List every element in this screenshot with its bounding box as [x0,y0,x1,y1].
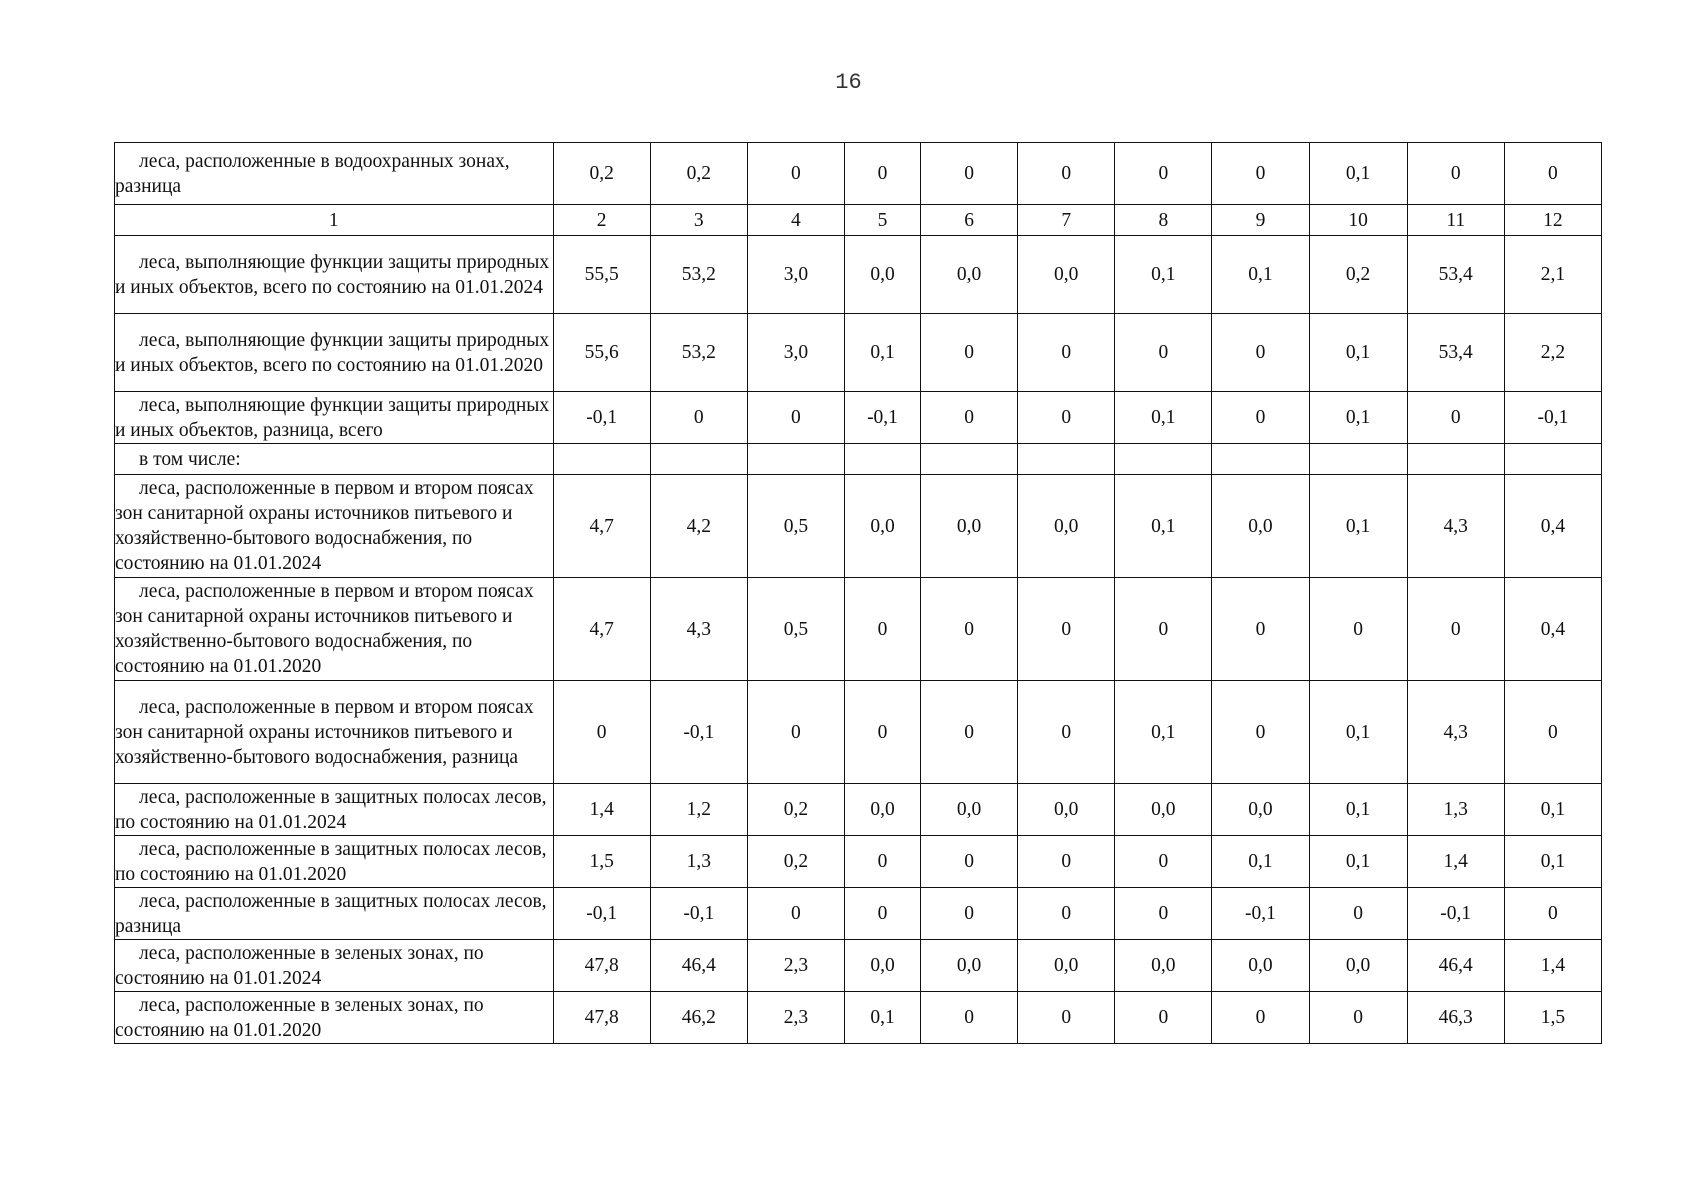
value-cell: 0,0 [921,236,1018,314]
value-cell: 0,1 [1309,392,1407,444]
table-row [115,681,1602,784]
value-cell: 0,0 [1212,475,1309,578]
value-cell [747,444,844,475]
value-cell: 0 [1309,888,1407,940]
value-cell: 0,0 [1018,236,1115,314]
value-cell: 0,1 [1309,143,1407,205]
value-cell: 0 [1504,681,1601,784]
value-cell: 0,0 [1309,940,1407,992]
value-cell: 4,3 [650,578,747,681]
value-cell: 0,0 [844,784,920,836]
value-cell: 47,8 [553,992,650,1044]
value-cell: 2,2 [1504,314,1601,392]
value-cell: -0,1 [650,888,747,940]
value-cell [1115,444,1212,475]
row-label: леса, расположенные в защитных полосах лесов, по состоянию на 01.01.2024 [115,784,554,836]
value-cell: -0,1 [553,888,650,940]
value-cell: 47,8 [553,940,650,992]
value-cell: 46,3 [1407,992,1504,1044]
value-cell: 4,3 [1407,475,1504,578]
value-cell: 1,5 [1504,992,1601,1044]
value-cell: 4,7 [553,475,650,578]
value-cell: 0 [1212,992,1309,1044]
value-cell: 0,1 [1309,784,1407,836]
value-cell [1407,444,1504,475]
value-cell: 0 [553,681,650,784]
value-cell: 0,0 [844,236,920,314]
row-label: леса, выполняющие функции защиты природных и иных объектов, разница, всего [115,392,554,444]
value-cell: 0,1 [1115,392,1212,444]
value-cell: 0,1 [1115,475,1212,578]
value-cell: 0,1 [1309,314,1407,392]
table-row [115,940,1602,992]
row-label: леса, выполняющие функции защиты природных и иных объектов, всего по состоянию на 01.01.2020 [115,314,554,392]
row-label: леса, выполняющие функции защиты природных и иных объектов, всего по состоянию на 01.01.2024 [115,236,554,314]
value-cell: 0,1 [1504,784,1601,836]
value-cell [1018,444,1115,475]
column-number-row [115,205,1602,236]
value-cell: 0 [1115,314,1212,392]
value-cell: 0 [921,578,1018,681]
value-cell: 0 [1212,143,1309,205]
value-cell: 0 [1212,392,1309,444]
value-cell: 0 [844,143,920,205]
value-cell: 0,0 [1115,784,1212,836]
value-cell: 0,0 [844,940,920,992]
value-cell: 53,4 [1407,236,1504,314]
value-cell: 0 [844,578,920,681]
value-cell: 53,2 [650,314,747,392]
value-cell: 0 [1018,143,1115,205]
value-cell [1212,444,1309,475]
value-cell: 0 [1407,392,1504,444]
value-cell: 0 [747,392,844,444]
value-cell: 0 [1018,314,1115,392]
value-cell [1309,444,1407,475]
table-body [115,143,1602,1044]
value-cell: 0 [921,392,1018,444]
value-cell: 4,7 [553,578,650,681]
value-cell: 0 [1212,314,1309,392]
value-cell: 0 [1504,888,1601,940]
value-cell: 4,2 [650,475,747,578]
value-cell: 0 [1115,143,1212,205]
value-cell: 0,0 [1212,784,1309,836]
value-cell: 0,2 [747,836,844,888]
value-cell: 0 [1504,143,1601,205]
value-cell: 0,4 [1504,475,1601,578]
value-cell [844,444,920,475]
row-label: леса, расположенные в первом и втором поясах зон санитарной охраны источников питьевого и хозяйственно-бытового водоснабжения, разница [115,681,554,784]
value-cell: 0 [1309,578,1407,681]
value-cell: 1,4 [553,784,650,836]
value-cell: 0,1 [1309,836,1407,888]
value-cell: 0,1 [844,314,920,392]
column-number-cell: 11 [1407,205,1504,236]
value-cell [921,444,1018,475]
row-label: леса, расположенные в защитных полосах лесов, разница [115,888,554,940]
value-cell: 0,1 [1212,236,1309,314]
row-label: в том числе: [115,444,554,475]
column-number-cell: 3 [650,205,747,236]
column-number-cell: 4 [747,205,844,236]
value-cell: 0,0 [921,940,1018,992]
value-cell: 0 [1115,992,1212,1044]
value-cell: 0,1 [844,992,920,1044]
row-label: леса, расположенные в зеленых зонах, по состоянию на 01.01.2020 [115,992,554,1044]
value-cell: -0,1 [1504,392,1601,444]
value-cell: 0,0 [844,475,920,578]
value-cell: 0 [921,314,1018,392]
value-cell: 46,2 [650,992,747,1044]
value-cell: 3,0 [747,236,844,314]
value-cell: 0 [921,992,1018,1044]
value-cell: 0 [747,681,844,784]
value-cell: 0 [1018,992,1115,1044]
value-cell: 0 [844,888,920,940]
value-cell: 0,2 [553,143,650,205]
value-cell: 0 [747,888,844,940]
value-cell: 1,5 [553,836,650,888]
value-cell: 1,3 [1407,784,1504,836]
value-cell: 0 [1407,143,1504,205]
column-number-cell: 12 [1504,205,1601,236]
value-cell: -0,1 [1212,888,1309,940]
table-row [115,236,1602,314]
value-cell: 0,2 [1309,236,1407,314]
value-cell: 2,3 [747,992,844,1044]
value-cell: -0,1 [650,681,747,784]
value-cell: 0,1 [1115,681,1212,784]
value-cell: 0 [921,836,1018,888]
value-cell: 0 [1018,888,1115,940]
table-row [115,836,1602,888]
value-cell: 0 [1018,681,1115,784]
value-cell: -0,1 [553,392,650,444]
value-cell: 0 [1115,888,1212,940]
value-cell: 0 [1018,578,1115,681]
row-label: леса, расположенные в водоохранных зонах, разница [115,143,554,205]
column-number-cell: 8 [1115,205,1212,236]
value-cell: 0 [921,143,1018,205]
value-cell: 0,1 [1212,836,1309,888]
value-cell: 46,4 [1407,940,1504,992]
value-cell: 0 [1115,578,1212,681]
table-row [115,143,1602,205]
value-cell: 0,1 [1309,681,1407,784]
value-cell: 0,0 [1212,940,1309,992]
value-cell: 0 [1018,392,1115,444]
row-label: леса, расположенные в первом и втором поясах зон санитарной охраны источников питьевого и хозяйственно-бытового водоснабжения, по состоянию на 01.01.2024 [115,475,554,578]
value-cell [1504,444,1601,475]
value-cell: 0 [921,888,1018,940]
value-cell: 2,3 [747,940,844,992]
value-cell: 0,2 [747,784,844,836]
value-cell: 1,4 [1504,940,1601,992]
value-cell: 4,3 [1407,681,1504,784]
value-cell [650,444,747,475]
value-cell: 0 [921,681,1018,784]
table-row [115,784,1602,836]
value-cell: 0 [1309,992,1407,1044]
table-row [115,578,1602,681]
value-cell: 46,4 [650,940,747,992]
column-number-cell: 7 [1018,205,1115,236]
table-row [115,475,1602,578]
value-cell: 0 [747,143,844,205]
value-cell: 53,2 [650,236,747,314]
value-cell: 0 [844,681,920,784]
value-cell: 0 [1407,578,1504,681]
column-number-cell: 6 [921,205,1018,236]
table-row [115,888,1602,940]
value-cell: 0,5 [747,578,844,681]
value-cell: 3,0 [747,314,844,392]
value-cell: -0,1 [1407,888,1504,940]
value-cell: 0,0 [921,784,1018,836]
column-number-cell: 10 [1309,205,1407,236]
value-cell: 0,1 [1309,475,1407,578]
table-row [115,444,1602,475]
forest-statistics-table [114,142,1602,1044]
value-cell: 53,4 [1407,314,1504,392]
table-row [115,314,1602,392]
column-number-cell: 2 [553,205,650,236]
table-row [115,992,1602,1044]
value-cell: 0,4 [1504,578,1601,681]
value-cell: 1,2 [650,784,747,836]
column-number-cell: 9 [1212,205,1309,236]
value-cell: 1,4 [1407,836,1504,888]
value-cell: 0 [1212,578,1309,681]
row-label: леса, расположенные в первом и втором поясах зон санитарной охраны источников питьевого и хозяйственно-бытового водоснабжения, по состоянию на 01.01.2020 [115,578,554,681]
value-cell: 0,0 [1018,940,1115,992]
value-cell: 0,2 [650,143,747,205]
value-cell: 2,1 [1504,236,1601,314]
value-cell: 1,3 [650,836,747,888]
column-number-cell: 1 [115,205,554,236]
page-number: 16 [835,70,862,95]
row-label: леса, расположенные в зеленых зонах, по состоянию на 01.01.2024 [115,940,554,992]
value-cell: 0 [844,836,920,888]
value-cell: 0,0 [1018,475,1115,578]
value-cell: 0 [1212,681,1309,784]
column-number-cell: 5 [844,205,920,236]
row-label: леса, расположенные в защитных полосах лесов, по состоянию на 01.01.2020 [115,836,554,888]
value-cell: 0,5 [747,475,844,578]
value-cell: 0,0 [921,475,1018,578]
table-row [115,392,1602,444]
value-cell: 0 [1018,836,1115,888]
value-cell: -0,1 [844,392,920,444]
value-cell: 55,5 [553,236,650,314]
value-cell: 0,0 [1018,784,1115,836]
value-cell: 0,0 [1115,940,1212,992]
value-cell [553,444,650,475]
value-cell: 0,1 [1504,836,1601,888]
value-cell: 0 [1115,836,1212,888]
value-cell: 0,1 [1115,236,1212,314]
value-cell: 55,6 [553,314,650,392]
value-cell: 0 [650,392,747,444]
